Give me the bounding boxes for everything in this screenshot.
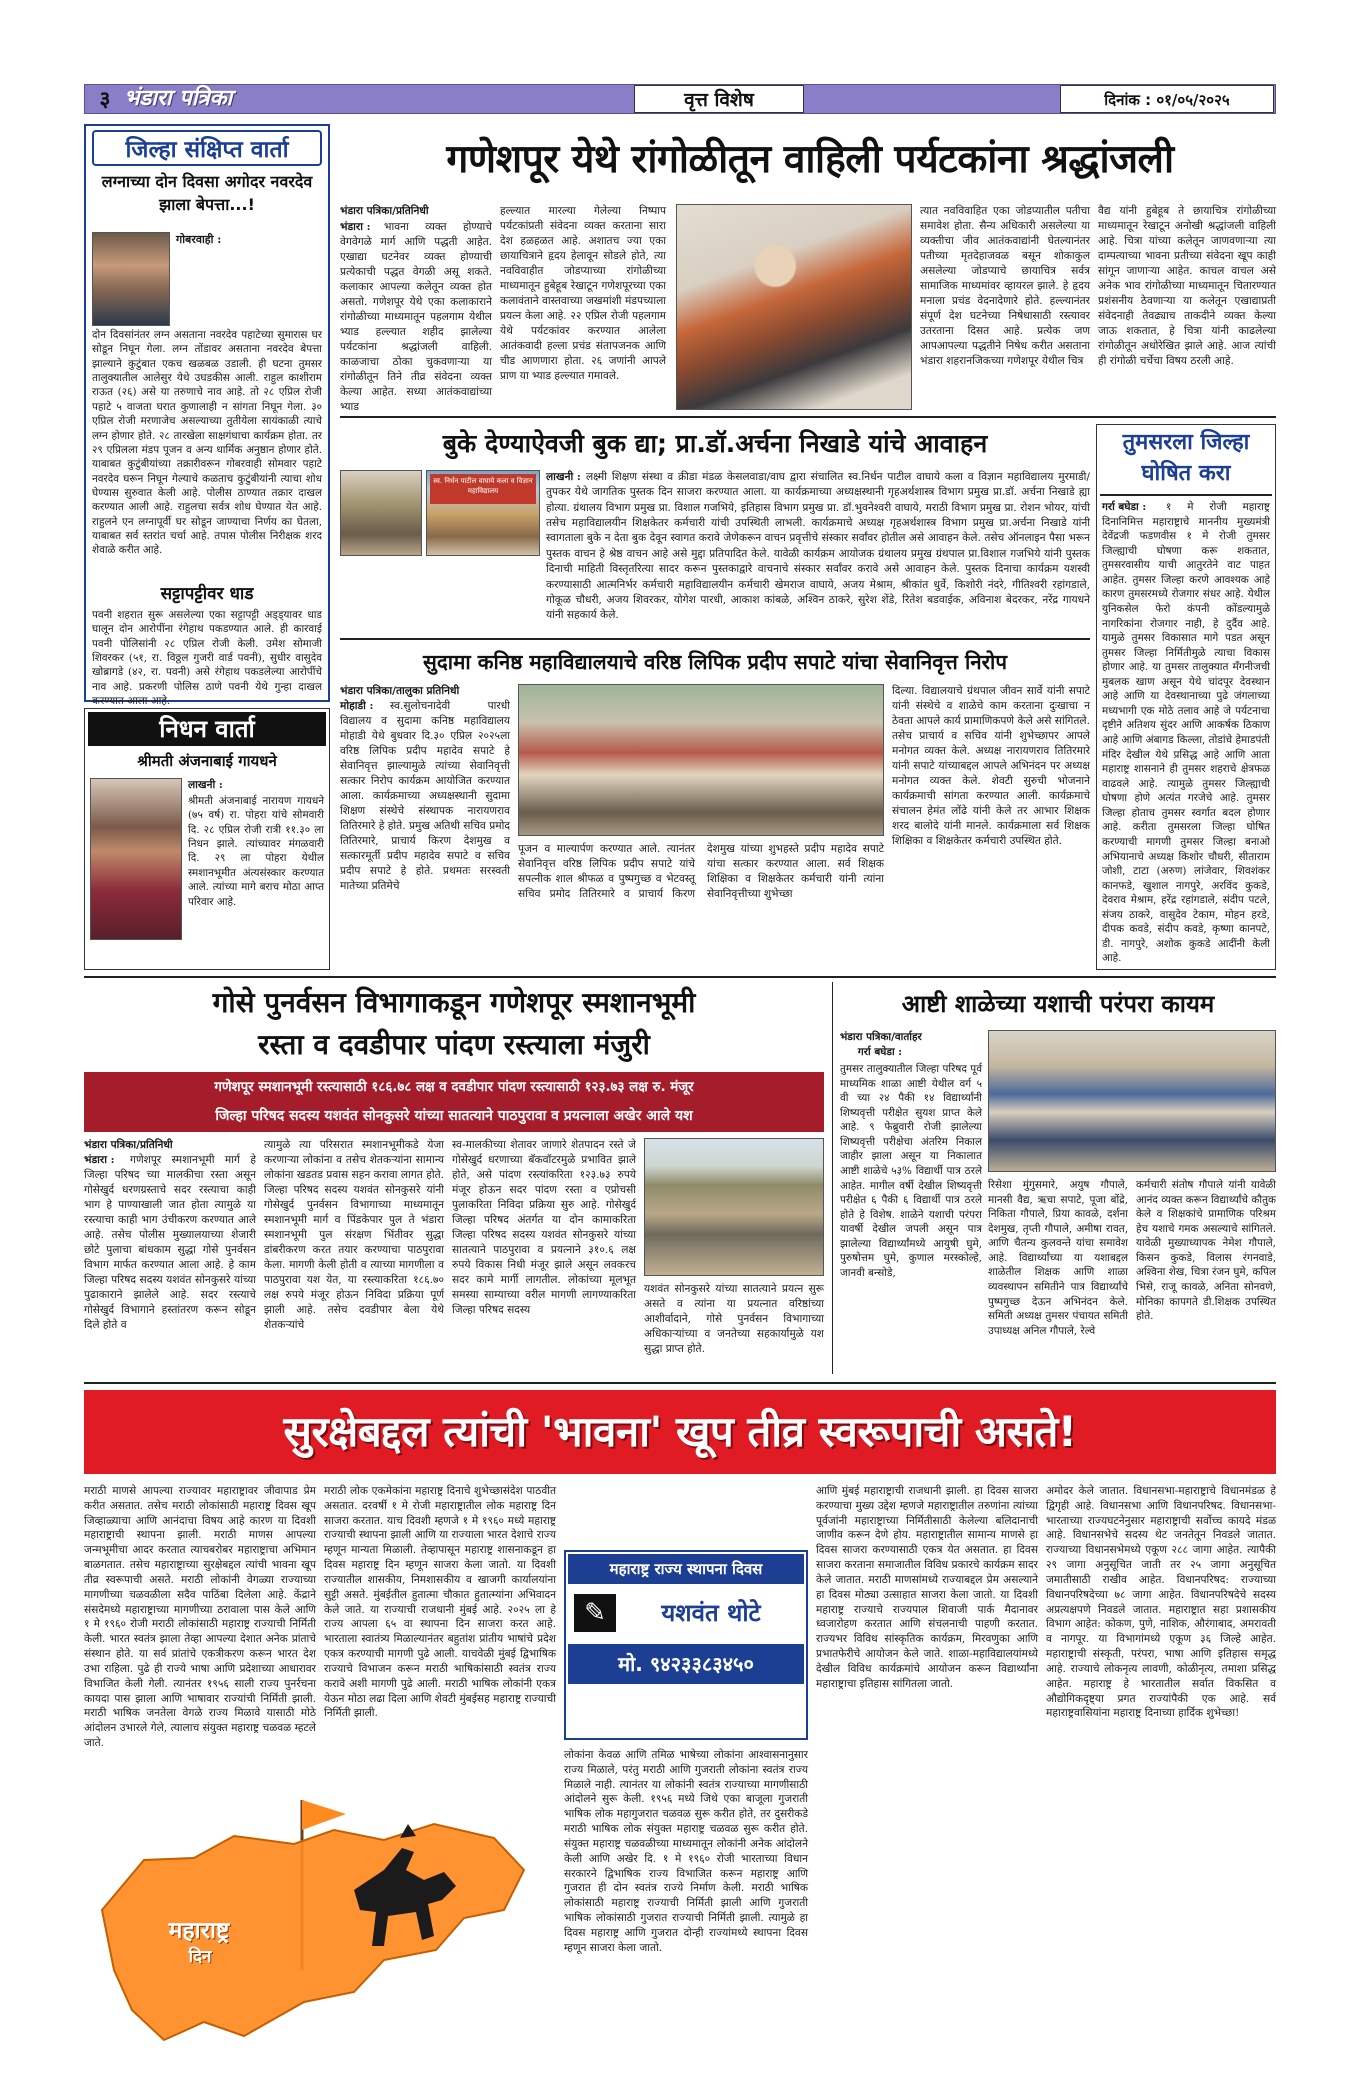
gose-deck-line2: जिल्हा परिषद सदस्य यशवंत सोनकुसरे यांच्या सातत्याने पाठपुरावा व प्रयत्नाला अखेर आले यश — [215, 1108, 693, 1124]
paper-name: भंडारा पत्रिका — [124, 86, 233, 111]
sapate-col2: पूजन व माल्यार्पण करण्यात आले. त्यानंतर सेवानिवृत्त वरिष्ठ लिपिक प्रदीप सपाटे यांचे सपत्नीक शाल श्रीफळ व पुष्पगुच्छ व भेटवस्तू सचिव प्रमोद तितिरमारे व प्राचार्य किरण देशमुख यांच्या शुभहस्ते प्रदीप महादेव सपाटे यांचा सत्कार करण्यात आला. सर्व शिक्षक शिक्षिका व शिक्षकेतर कर्मचारी यांनी त्यांना सेवानिवृत्तीच्या शुभेच्छा — [518, 843, 884, 901]
gose-road-photo — [644, 1138, 824, 1276]
rangoli-image — [676, 204, 912, 410]
tumsar-title-rule — [1100, 494, 1272, 496]
rangoli-byline: भंडारा पत्रिका/प्रतिनिधी — [340, 205, 429, 217]
gose-headline-line2: रस्ता व दवडीपार पांदण रस्त्याला मंजुरी — [258, 1028, 650, 1061]
book-event-banner: स्व. निर्धन पाटील वाघाये कला व विज्ञान महाविद्यालय — [430, 474, 536, 504]
book-bottom-rule — [340, 638, 1090, 640]
saffron-flag — [302, 1800, 346, 1830]
betting-raid-body: पवनी शहरात सुरू असलेल्या एका सट्टापट्टी अड्ड्यावर धाड घालून दोन आरोपींना रंगेहाथ पकडण्यात आले. ही कारवाई पवनी पोलिसांनी २८ एप्रिल रोजी केली. उमेश सोमाजी शिवरकर (५१, रा. विठ्ठल गुजरी वार्ड पवनी), सुधीर वासुदेव खोब्रागडे (४२, रा. पवनी) असे रंगेहाथ पकडलेल्या आरोपींचे नाव आहे. प्रकरणी पोलिस ठाणे पवनी येथे गुन्हा दाखल करण्यात आला आहे. — [92, 609, 322, 708]
deceased-photo — [90, 778, 182, 940]
ashti-col2: रिसेशा मुंगुसमारे, अयुष गौपाले, मानसी वैद्य, ऋचा सपाटे, पूजा बोंद्रे, निकिता गौपाले, प्रिया कावळे, दर्शना देशमुख, तृप्ती गौपाले, अमीषा रावत, आणि चैतन्य कुलवन्ते यांचा समावेश आहे. विद्यार्थ्यांच्या या यशाबद्दल शाळेतील शिक्षक आणि शाळा व्यवस्थापन समितीने पात्र विद्यार्थ्यांचे पुष्पगुच्छ देऊन अभिनंदन केले. समिती अध्यक्ष तुमसर पंचायत समिती उपाध्यक्ष अनिल गौपाले, रेल्वे — [988, 1179, 1128, 1337]
rangoli-col4: वैद्य यांनी हुबेहूब ते छायाचित्र रांगोळीच्या माध्यमातून रेखाटून अनोखी श्रद्धांजली वाहिली आहे. चित्रा यांच्या कलेतून जाणवणाऱ्या त्या दाम्पत्याच्या भावना प्रतीच्या संवेदना खूप काही सांगून जाणाऱ्या आहेत. काचल वाचल असे अनेक भाव रांगोळीच्या माध्यमातून चितारण्यात प्रशंसनीय ठेवणाऱ्या या कलेतून एखाद्याप्रती संवेदनाही तेवढ्याच ताकदीने व्यक्त केल्या जाऊ शकतात, हे चित्रा यांनी काढलेल्या रांगोळीतून अधोरेखित झाले आहे. आज त्यांची ही रांगोळी चर्चेचा विषय ठरली आहे. — [1098, 205, 1276, 368]
rangoli-col2: हल्ल्यात मारल्या गेलेल्या निष्पाप पर्यटकांप्रती संवेदना व्यक्त करताना सारा देश हळहळत आहे. अशातच ज्या एका छायाचित्राने हृदय हेलावून सोडले होते, त्या नवविवाहीत जोडप्याच्या रांगोळीच्या माध्यमातून हुबेहूब रेखाटून गणेशपूरच्या एका कलावंताने वास्तवाच्या जखमांशी मंडपच्याला प्रयत्न केला आहे. २२ एप्रिल रोजी पहलगाम येथे पर्यटकांवर करण्यात आलेला आतंकवादी हल्ला प्रचंड संतापजनक आणि चीड आणणारा होता. २६ जणांनी आपले प्राण या भ्याड हल्ल्यात गमावले. — [500, 205, 666, 383]
groom-missing-headline: लग्नाच्या दोन दिवसा अगोदर नवरदेव झाला बेपत्ता...! — [101, 172, 313, 215]
sapate-col1: स्व.सुलोचनादेवी पारधी विद्यालय व सुदामा कनिष्ठ महाविद्यालय मोहाडी येथे बुधवार दि.३० एप्रिल २०२५ला वरिष्ठ लिपिक प्रदीप महादेव सपाटे हे सेवानिवृत्त झाल्यामुळे त्यांच्या सेवानिवृत्ती सत्कार निरोप कार्यक्रम आयोजित करण्यात आला. कार्यक्रमाच्या अध्यक्षस्थानी सुदामा शिक्षण संस्थेचे संस्थापक नारायणराव तितिरमारे हे होते. प्रमुख अतिथी सचिव प्रमोद तितिरमारे, प्राचार्य किरण देशमुख व सत्कारमूर्ती प्रदीप महादेव सपाटे व सचिव प्रदीप सपाटे हे होते. प्रथमतः सरस्वती मातेच्या प्रतिमेचे — [340, 700, 510, 893]
obituary-title: निधन वार्ता — [88, 712, 326, 746]
feature-col5: अमोदर केले जातात. विधानसभा-महाराष्ट्राचे विधानमंडळ हे द्विगृही आहे. विधानसभा आणि विधानपरिषद. विधानसभा-भारताच्या राज्यघटनेनुसार महाराष्ट्राची सर्वोच्च कायदे मंडळ आहे. विधानसभेचे सदस्य थेट जनतेतून निवडले जातात. राज्याच्या विधानसभेमध्ये एकूण २८८ जागा आहेत. त्यापैकी २९ जागा अनुसूचित जाती तर २५ जागा अनुसूचित जमातीसाठी राखीव आहेत. विधानपरिषद: राज्याच्या विधानपरिषदेच्या ७८ जागा आहेत. विधानपरिषदेचे सदस्य अप्रत्यक्षपणे निवडले जातात. महाराष्ट्रात सहा प्रशासकीय विभाग आहेत: कोकण, पुणे, नाशिक, औरंगाबाद, अमरावती व नागपूर. या विभागांमध्ये एकूण ३६ जिल्हे आहेत. महाराष्ट्राची संस्कृती, परंपरा, भाषा आणि इतिहास समृद्ध आहे. राज्याचे लोकनृत्य लावणी, कोळीनृत्य, तमाशा प्रसिद्ध आहेत. महाराष्ट्र हे भारतातील सर्वात विकसित व औद्योगिकदृष्ट्या प्रगत राज्यांपैकी एक आहे. सर्व महाराष्ट्रवासियांना महाराष्ट्र दिनाच्या हार्दिक शुभेच्छा! — [1046, 1485, 1276, 1720]
rangoli-headline: गणेशपूर येथे रांगोळीतून वाहिली पर्यटकांना श्रद्धांजली — [446, 137, 1174, 182]
gose-byline: भंडारा पत्रिका/प्रतिनिधी — [84, 1139, 173, 1151]
ashti-students-photo — [988, 1030, 1276, 1172]
pen-icon: ✎ — [574, 1594, 616, 1632]
mid-section-rule — [84, 1382, 1276, 1384]
rangoli-dateline: भंडारा : — [340, 221, 371, 233]
feature-col1: मराठी माणसे आपल्या राज्यावर महाराष्ट्रावर जीवापाड प्रेम करीत असतात. तसेच मराठी लोकांसाठी महाराष्ट्र दिवस खूप जिव्हाळ्याचा आणि आनंदाचा विषय आहे कारण या दिवशी महाराष्ट्राची स्थापना झाली. मराठी माणस आपल्या जन्मभूमीचा आदर करतात त्याचबरोबर महाराष्ट्राचा अभिमान बाळगतात. तसेच महाराष्ट्राच्या सुरक्षेबद्दल त्यांची भावना खूप तीव्र स्वरूपाची असते. मराठी लोकांनी वेगळ्या राज्याच्या मागणीच्या चळवळीला सदैव पाठिंबा दिलेला आहे. केंद्राने संसदेमध्ये महाराष्ट्राच्या मागणीच्या ठरावाला पास केले आणि १ मे १९६० रोजी मराठी लोकांसाठी महाराष्ट्र राज्याची निर्मिती केली. भारत स्वतंत्र झाला तेव्हा आपल्या देशात अनेक प्रांताचे संस्थान होते. या सर्व प्रांतांचे एकत्रीकरण करून भारत देश उभा राहिला. पुढे ही राज्ये भाषा आणि प्रदेशाच्या आधारावर विभाजित केली गेली. त्यानंतर १९५६ साली राज्य पुनर्रचना कायदा पास झाला आणि भाषावार राज्यांची निर्मिती झाली. मराठी भाषिक जनतेला वेगळे राज्य मिळावे यासाठी मोठे आंदोलन उभारले गेले, त्यालाच संयुक्त महाराष्ट्र चळवळ म्हटले जाते. — [84, 1485, 316, 1750]
ashti-col3: कर्मचारी संतोष गौपाले यांनी यावेळी आनंद व्यक्त करून विद्यार्थ्यांचे कौतुक केले व शिक्षकांचे प्रामाणिक परिश्रम हेच यशाचे गमक असल्याचे सांगितले. यावेळी मुख्याध्यापक नेमेश गौपाले, किसन कुकडे, विलास रंगनवाडे, अश्विना शेख, चित्रा रंजन घुमे, कपिल भिसे, राजू कावळे, अनिता सोनवणे, मोनिका कापगते डी.शिक्षक उपस्थित होते. — [1136, 1179, 1276, 1323]
gose-col2: त्यामुळे त्या परिसरात स्मशानभूमीकडे येजा करणाऱ्या लोकांना व तसेच शेतकऱ्यांना सामान्य लोकांना खडतड प्रवास सहन करावा लागत होते. जिल्हा परिषद सदस्य यशवंत सोनकुसरे यांनी गोसेखुर्द पुनर्वसन विभागाच्या माध्यमातून स्मशानभूमी मार्ग व पिंडकेपार पुल ते भंडारा स्मशानभूमी पुल संरक्षण भिंतीवर सुद्धा डांबरीकरण करत तयार करण्याचा पाठपुरावा केला. मागणी केली होती व त्याच्या मागणीला व पाठपुरावा यश येत, या रस्त्याकरिता १८६.७० लक्ष रुपये मंजूर होऊन निविदा प्रक्रिया पूर्ण झाली आहे. तसेच दवडीपार बेला येथे शेतकऱ्यांचे — [264, 1139, 444, 1332]
rangoli-bottom-rule — [340, 416, 1276, 418]
maharashtra-map-illustration — [84, 1740, 556, 2054]
sapate-byline: भंडारा पत्रिका/तालुका प्रतिनिधी — [340, 685, 460, 697]
tumsar-title: तुमसरला जिल्हा घोषित करा — [1122, 430, 1250, 486]
feature-col2: मराठी लोक एकमेकांना महाराष्ट्र दिनाचे शुभेच्छासंदेश पाठवीत असतात. दरवर्षी १ मे रोजी महाराष्ट्रातील लोक महाराष्ट्र दिन साजरा करतात. याच दिवशी म्हणजे १ मे १९६० मध्ये महाराष्ट्र राज्याची स्थापना झाली आणि या राज्याला भारत देशाचे राज्य म्हणून मान्यता मिळाली. तेव्हापासून महाराष्ट्र शासनाकडून हा दिवस महाराष्ट्र दिन म्हणून साजरा केला जातो. या दिवशी राज्यातील शासकीय, निमशासकीय व खाजगी कार्यालयांना सुट्टी असते. मुंबईतील हुतात्मा चौकात हुतात्म्यांना अभिवादन केले जाते. या राज्याची राजधानी मुंबई आहे. २०२५ ला हे राज्य आपला ६५ वा स्थापना दिन साजरा करत आहे. भारताला स्वातंत्र्य मिळाल्यानंतर बहुतांश प्रांतीय भाषांचे प्रदेश एकत्र करण्याची मागणी पुढे आली. याचवेळी मुंबई द्विभाषिक राज्याचे विभाजन करून मराठी भाषिकांसाठी स्वतंत्र राज्य करावे अशी मागणी पुढे आली. मराठी भाषिक लोकांनी एकत्र येऊन मोठा लढा दिला आणि शेवटी मुंबईसह महाराष्ट्र राज्याची निर्मिती झाली. — [324, 1485, 556, 1720]
feature-col3: लोकांना केवळ आणि तमिळ भाषेच्या लोकांना आश्वासनानुसार राज्य मिळाले, परंतु मराठी आणि गुजराती लोकांना स्वतंत्र राज्य मिळाले नाही. त्यानंतर या लोकांनी स्वतंत्र राज्याच्या मागणीसाठी आंदोलने सुरू केली. १९५६ मध्ये जिथे एका बाजूला गुजराती भाषिक लोक महागुजरात चळवळ सुरू करीत होते, तर दुसरीकडे मराठी भाषिक लोक संयुक्त महाराष्ट्र चळवळ सुरू करीत होते. संयुक्त महाराष्ट्र चळवळीच्या माध्यमातून लोकांनी अनेक आंदोलने केली आणि अखेर दि. १ मे १९६० रोजी भारताच्या विधान सरकारने द्विभाषिक राज्य विभाजित करून महाराष्ट्र आणि गुजरात ही दोन स्वतंत्र राज्ये निर्माण केली. मराठी भाषिक लोकांसाठी महाराष्ट्र राज्याची निर्मिती झाली आणि गुजराती भाषिक लोकांसाठी गुजरात राज्याची निर्मिती झाली. त्यामुळे हा दिवस महाराष्ट्र आणि गुजरात दोन्ही राज्यांमध्ये स्थापना दिवस म्हणून साजरा केला जातो. — [564, 1749, 808, 1954]
book-dateline: लाखनी : — [546, 471, 581, 483]
page-number: ३ — [99, 87, 111, 111]
gose-col3: स्व-मालकीच्या शेतावर जाणारे शेतपादन रस्ते जे गोसेखुर्द धरणाच्या बॅकवॉटरमुळे प्रभावित झाले होते, असे पांदण रस्त्यांकरिता १२३.७३ रुपये मंजूर होऊन सदर पांदण रस्ता व एप्रोचसी पुलाकरिता निविदा प्रक्रिया सुरु आहे. गोसेखुर्द जिल्हा परिषद अंतर्गत या दोन कामाकरिता जिल्हा परिषद सदस्य यशवंत सोनकुसरे यांच्या सातत्याने पाठपुरावा व प्रयत्नाने ३१०.६ लक्ष रुपये विकास निधी मंजूर झाले असून लवकरच सदर कामे मार्गी लागतील. लोकांच्या मूलभूत समस्या साम्याच्या वरील मागणी लागण्याकरिता जिल्हा परिषद सदस्य — [452, 1139, 636, 1317]
author-name: यशवंत थोटे — [661, 1599, 761, 1627]
ashti-byline: भंडारा पत्रिका/वार्ताहर — [840, 1031, 922, 1043]
section-label: वृत्त विशेष — [634, 85, 804, 113]
gose-dateline: भंडारा : — [84, 1154, 115, 1166]
feature-col4: आणि मुंबई महाराष्ट्राची राजधानी झाली. हा दिवस साजरा करण्याचा मुख्य उद्देश म्हणजे महाराष्ट्रातील तरुणांना त्यांच्या पूर्वजांनी महाराष्ट्राच्या निर्मितीसाठी केलेल्या बलिदानाची जाणीव करून देणे होय. महाराष्ट्रातील सामान्य माणसे हा दिवस साजरा करण्यासाठी एकत्र येत असतात. हा दिवस साजरा करताना समाजातील विविध प्रकारचे कार्यक्रम सादर केले जातात. मराठी माणसांमध्ये राज्याबद्दल प्रेम असल्याने हा दिवस मोठ्या उत्साहात साजरा केला जातो. या दिवशी महाराष्ट्र राज्याचे राज्यपाल शिवाजी पार्क मैदानावर ध्वजारोहण करतात आणि संचलनाची पाहणी करतात. राज्यभर विविध सांस्कृतिक कार्यक्रम, मिरवणुका आणि प्रभातफेरीचे आयोजन केले जाते. शाळा-महाविद्यालयांमध्ये देखील विविध कार्यक्रमांचे आयोजन करून विद्यार्थ्यांना महाराष्ट्राचा इतिहास सांगितला जातो. — [816, 1485, 1038, 1690]
sapate-dateline: मोहाडी : — [340, 700, 374, 712]
gose-photo-caption: यशवंत सोनकुसरे यांच्या सातत्याने प्रयत्न सुरू असते व त्यांना या प्रयत्नात वरिष्ठांच्या आशीर्वादाने, गोसे पुनर्वसन विभागाच्या अधिकाऱ्यांच्या व जनतेच्या सहकार्यामुळे यश सुद्धा प्राप्त होते. — [644, 1283, 824, 1356]
feature-banner-text: सुरक्षेबद्दल त्यांची 'भावना' खूप तीव्र स्वरूपाची असते! — [283, 1407, 1077, 1456]
ashti-col1: तुमसर तालुक्यातील जिल्हा परिषद पूर्व माध्यमिक शाळा आष्टी येथील वर्ग ५ वी च्या २४ पैकी १४ विद्यार्थ्यांनी शिष्यवृत्ती परीक्षेत सुयश प्राप्त केले आहे. ९ फेब्रुवारी रोजी झालेल्या शिष्यवृत्ती परीक्षेचा अंतरिम निकाल जाहीर झाला असून या निकालात आष्टी शाळेचे ५३% विद्यार्थी पात्र ठरले आहेत. मागील वर्षी देखील शिष्यवृत्ती परीक्षेत ६ पैकी ६ विद्यार्थी पात्र ठरले होते हे विशेष. शाळेने यशाची परंपरा यावर्षी देखील जपली असून पात्र झालेल्या विद्यार्थ्यांमध्ये आयुषी घुमे, पुरुषोत्तम घुमे, कुणाल मरस्कोल्हे, जानवी बन्सोडे, — [840, 1063, 982, 1279]
gose-headline-line1: गोसे पुनर्वसन विभागाकडून गणेशपूर स्मशानभूमी — [212, 986, 696, 1019]
map-label-line1: महाराष्ट्र — [168, 1918, 230, 1944]
obituary-dateline: लाखनी : — [188, 779, 223, 791]
book-headline: बुके देण्याऐवजी बुक द्या; प्रा.डॉ.अर्चना निखाडे यांचे आवाहन — [442, 429, 988, 458]
book-body: लक्ष्मी शिक्षण संस्था व क्रीडा मंडळ केसलवाडा/वाघ द्वारा संचालित स्व.निर्धन पाटील वाघाये कला व विज्ञान महाविद्यालय मुरमाडी/तुपकर येथे जागतिक पुस्तक दिन साजरा करण्यात आला. या कार्यक्रमाच्या अध्यक्षस्थानी गृहअर्थशास्त्र विभाग प्रमुख प्रा.डॉ. अर्चना निखाडे ह्या होत्या. ग्रंथालय विभाग प्रमुख प्रा. विशाल गजभिये, इतिहास विभाग प्रमुख प्रा. डॉ.भुवनेश्वरी वाघाये, मराठी विभाग प्रमुख प्रा. रोशन भोयर, यांची तसेच महाविद्यालयीन शिक्षकेतर कर्मचारी यांची उपस्थिती लाभली. कार्यक्रमाचे अध्यक्ष गृहअर्थशास्त्र विभाग प्रमुख प्रा.अर्चना निखाडे यांनी स्वागताला बुके न देता बुक देवून स्वागत करावे जेणेकरून वाचन प्रवृत्तीचे संस्कार सर्वांवर होतील असे आवाहन केले. तसेच ऑनलाइन पैसा भरून पुस्तक वाचन हे श्रेष्ठ वाचन आहे असे मुद्दा प्रतिपादित केले. यावेळी कार्यक्रम आयोजक ग्रंथालय प्रमुख ग्रंथपाल प्रा.विशाल गजभिये यांनी पुस्तक दिनाची माहिती विस्तृतरित्या सादर करून पुस्तकाद्वारे वाचनाचे संस्कार सर्वांवर करावे असे आवाहन केले. पुस्तक दिनाचा कार्यक्रम यशस्वी करण्यासाठी आत्मनिर्भर कर्मचारी महाविद्यालयीन कर्मचारी खेमराज वाघाये, अजय मेश्राम, श्रीकांत धुर्वे, किशोरी नंदरे, गीतिश्वरी रहांगडाले, गोकूळ चौधरी, अजय शिवरकर, योगेश पारधी, आकाश कांबळे, अश्विन ठाकरे, सुरेश शेंडे, रितेश बडवाईक, अविनाश बेदरकर, नरेंद्र गायधने यांनी सहकार्य केले. — [546, 471, 1090, 622]
tumsar-dateline: गर्रा बघेडा : — [1102, 501, 1147, 513]
obituary-body: श्रीमती अंजनाबाई नारायण गायधने (७५ वर्ष) रा. पोहरा यांचे सोमवारी दि. २८ एप्रिल रोजी रात्री ११.३० ला निधन झाले. त्यांच्यावर मंगळवारी दि. २९ ला पोहरा येथील स्मशानभूमीत अंत्यसंस्कार करण्यात आले. त्यांच्या मागे बराच मोठा आप्त परिवार आहे. — [188, 795, 324, 908]
ashti-dateline: गर्रा बघेडा : — [857, 1046, 903, 1058]
sapate-felicitation-photo — [518, 684, 884, 836]
upper-section-rule — [84, 976, 1276, 978]
sapate-col3: दिल्या. विद्यालयाचे ग्रंथपाल जीवन सार्वे यांनी सपाटे यांनी संस्थेचे व शाळेचे काम करताना दुःखाचा न ठेवता आपले कार्य प्रामाणिकपणे केले असे सांगितले. तसेच प्राचार्य व सचिव यांनी शुभेच्छापर आपले मनोगत व्यक्त केले. अध्यक्ष नारायणराव तितिरमारे यांनी सपाटे यांच्याबद्दल आपले अभिनंदन पर अध्यक्ष मनोगत व्यक्त केले. शेवटी सुरुची भोजनाने कार्यक्रमाची सांगता करण्यात आली. कार्यक्रमाचे संचालन हेमंत लोंढे यांनी केले तर आभार शिक्षक शरद बालोदे यांनी मानले. कार्यक्रमाला सर्व शिक्षक शिक्षिका व शिक्षकेतर कर्मचारी उपस्थित होते. — [892, 685, 1090, 848]
groom-missing-dateline: गोबरवाही : — [176, 233, 222, 246]
map-label-line2: दिन — [188, 1947, 212, 1967]
gose-deck-line1: गणेशपूर स्मशानभूमी रस्त्यासाठी १८६.७८ लक्ष व दवडीपार पांदण रस्त्यासाठी १२३.७३ लक्ष रु. मंजूर — [214, 1080, 694, 1095]
author-box-title: महाराष्ट्र राज्य स्थापना दिवस — [568, 1554, 804, 1584]
rangoli-col1: भावना व्यक्त होण्याचे वेगवेगळे मार्ग आणि पद्धती आहेत. एखाद्या घटनेवर व्यक्त होण्याची प्रत्येकाची पद्धत वेगळी असू शकते. कलाकार आपल्या कलेतून व्यक्त होत असतो. गणेशपूर येथे एका कलाकाराने रांगोळीच्या माध्यमातून पहलगाम येथील भ्याड हल्ल्यात शहीद झालेल्या पर्यटकांना श्रद्धांजली वाहिली. काळजाचा ठोका चुकवणाऱ्या या रांगोळीतून तिने तीव्र संवेदना व्यक्त केल्या आहेत. सध्या आतंकवाद्यांच्या भ्याड — [340, 221, 492, 414]
gose-col1: गणेशपूर स्मशानभूमी मार्ग हे जिल्हा परिषद च्या मालकीचा रस्ता असून गोसेखुर्द धरणग्रस्ताचे सदर रस्त्याचा काही भाग हे पाण्याखाली जात होता त्यामुळे या रस्त्याचा काही भाग उंचीकरण करण्यात आले आहे. तसेच पोलीस मुख्यालयाच्या शेजारी छोटे पुलाचा बांधकाम सुद्धा गोसे पुनर्वसन विभाग मार्फत करण्यात आला आहे. हे काम जिल्हा परिषद सदस्य यशवंत सोनकुसरे यांच्या पुढाकाराने झालेले आहे. सदर रस्त्याचे गोसेखुर्द विभागाने हस्तांतरण करून सोडून दिले होते व — [84, 1154, 256, 1332]
issue-date: दिनांक : ०१/०५/२०२५ — [1060, 85, 1274, 113]
rangoli-col3: त्यात नवविवाहित एका जोडप्यातील पतीचा समावेश होता. सैन्य अधिकारी असलेल्या या व्यक्तीचा जीव आतंकवाद्यांनी घेतल्यानंतर पतीच्या मृतदेहाजवळ बसून शोकाकुल असलेल्या जोडप्याचे छायाचित्र सर्वत्र सामाजिक माध्यमांवर व्हायरल झाले. हे हृदय मनाला प्रचंड वेदनादेणारे होते. हल्ल्यानंतर संपूर्ण देश घटनेच्या निषेधासाठी रस्त्यावर उतरताना दिसत आहे. प्रत्येक जण आपआपल्या पद्धतीने निषेध करीत असताना भंडारा शहरानजिकच्या गणेशपूर येथील चित्र — [920, 205, 1090, 368]
gose-ashti-divider — [832, 982, 833, 1374]
district-news-title: जिल्हा संक्षिप्त वार्ता — [92, 130, 322, 166]
sapate-headline: सुदामा कनिष्ठ महाविद्यालयाचे वरिष्ठ लिपिक प्रदीप सपाटे यांचा सेवानिवृत्त निरोप — [423, 650, 1007, 674]
author-phone: मो. ९४२३३८३४५० — [568, 1644, 804, 1684]
betting-raid-headline: सट्टापट्टीवर धाड — [160, 584, 254, 604]
obituary-name: श्रीमती अंजनाबाई गायधने — [137, 752, 277, 770]
groom-missing-body: दोन दिवसांनंतर लग्न असताना नवरदेव पहाटेच्या सुमारास घर सोडून निघून गेला. लग्न तोंडावर असताना नवरदेव बेपत्ता झाल्याने कुटुंबात एकच खळबळ उडाली. ही घटना तुमसर तालुक्यातील आलेसुर येथे उघडकीस आली. राहुल काशीराम राऊत (२६) असे या तरुणाचे नाव आहे. तो २८ एप्रिल रोजी पहाटे ५ वाजता घरात कुणालाही न सांगता निघून गेला. ३० एप्रिल रोजी मरणाजेच असल्याच्या तुतीयेला सायंकाळी त्याचे लग्न होणार होते. २८ तारखेला साक्षगंधाचा कार्यक्रम होता. तर २९ एप्रिलला मंडप पूजन व अन्य धार्मिक अनुष्ठान होणार होते. याबाबत कुटुंबीयांच्या तक्रारीवरून गोबरवाही सोमवार पहाटे नवरदेव घरून निघून गेल्याचे कळताच कुटुंबीयांनी त्याचा शोध घेण्यास सुरुवात केली आहे. पोलीस ठाण्यात तक्रार दाखल करण्यात आली आहे. राहुलचा सर्वत्र शोध घेण्यात येत आहे. राहुलने एन लग्नापूर्वी घर सोडून जाण्याचा निर्णय का घेतला, याबाबत सर्व स्तरांत चर्चा आहे. तपास पोलीस निरीक्षक शरद शेवाळे करीत आहे. — [92, 329, 322, 557]
tumsar-body: १ मे रोजी महाराष्ट्र दिनानिमित्त महाराष्ट्राचे माननीय मुख्यमंत्री देवेंद्रजी फडणवीस १ मे रोजी तुमसर जिल्ह्याची घोषणा करू शकतात, तुमसरवासीय याची आतुरतेने वाट पाहत आहेत. तुमसर जिल्हा करणे आवश्यक आहे कारण तुमसरमध्ये रोजगार संधर आहे. येथील युनिकसेल फेरो कंपनी कोंडल्यामुळे नागरिकांना रोजगार नाही, हे दुर्दैव आहे. यामुळे तुमसर विकासात मागे पडत असून तुमसर जिल्हा निर्मितीमुळे त्याचा विकास होणार आहे. या तुमसर तालुक्यात मँगनीजची मुबलक खाण असून येथे चांदपूर देवस्थान आहे आणि या देवस्थानाच्या पुढे जंगलाच्या मध्यभागी एक मोठे तलाव आहे जे पर्यटनाचा दृष्टीने अतिशय सुंदर आणि आकर्षक ठिकाण आहे आणि अंबागड किल्ला, तोडांचे हेमाडपंती मंदिर देखील येथे प्रसिद्ध आहे आणि आता महाराष्ट्र शासनाने ही तुमसर शहराचे क्षेत्रफळ वाढवले आहे. त्यामुळे तुमसर जिल्ह्याची घोषणा होणे अत्यंत गरजेचे आहे. तुमसर जिल्हा होताच तुमसर स्वर्गात बदल होणार आहे. करीता तुमसरला जिल्हा घोषित करण्याची मागणी तुमसर जिल्हा बनाओ अभियानाचे अध्यक्ष किशोर चौधरी, सीताराम जोशी, टाटा (अरुण) लांजेवार, शिवशंकर कानफडे, खुशाल नागपुरे, अरविंद कुकडे, देवराव मेश्राम, हरेंद्र रहांगडाले, संदीप पटले, संजय ठाकरे, वासुदेव टेकाम, मोहन हरडे, दीपक कवडे, संदीप कवडे, कृष्णा कानपटे, डी. नागपुरे, अशोक कुकडे आदींनी केली आहे. — [1102, 501, 1270, 965]
groom-photo — [92, 232, 170, 326]
ashti-headline: आष्टी शाळेच्या यशाची परंपरा कायम — [901, 990, 1215, 1018]
